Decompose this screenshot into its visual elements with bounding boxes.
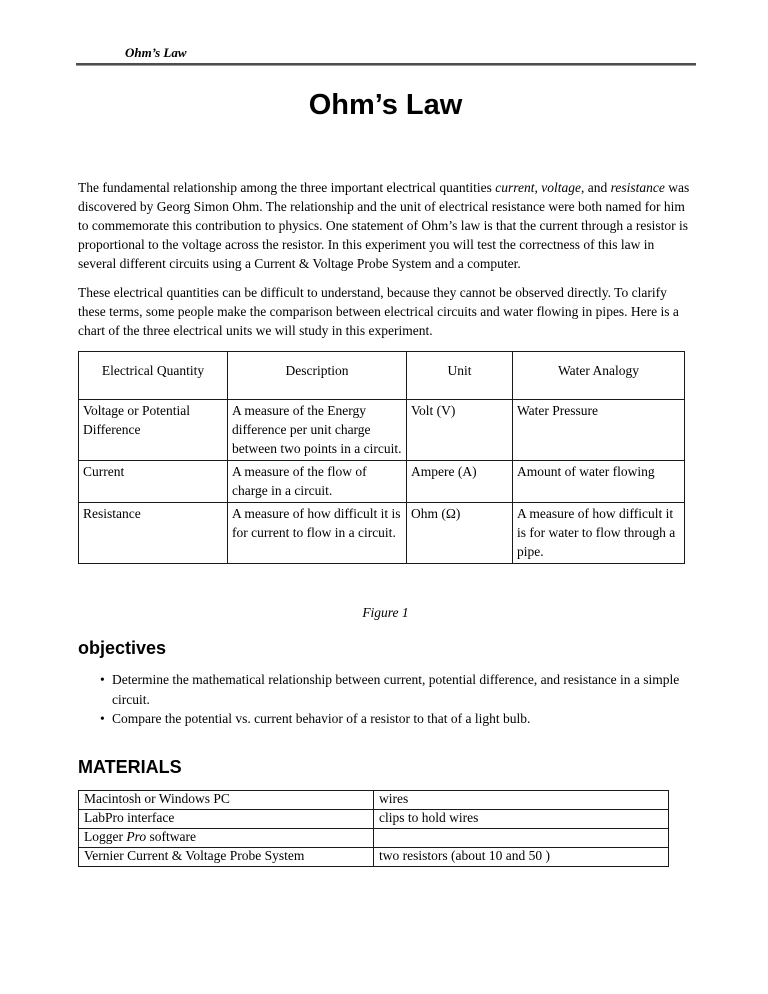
bullet-icon: • bbox=[100, 672, 105, 687]
objective-text: Determine the mathematical relationship between current, potential difference, and resistance in a simple circuit. bbox=[112, 672, 680, 707]
column-header-description: Description bbox=[228, 352, 407, 400]
materials-heading: MATERIALS bbox=[78, 756, 182, 777]
list-item bbox=[100, 709, 693, 729]
materials-row bbox=[79, 790, 669, 809]
material-item: clips to hold wires bbox=[374, 809, 669, 828]
cell-unit: Ohm (Ω) bbox=[407, 503, 513, 564]
cell-description: A measure of the flow of charge in a circuit. bbox=[228, 461, 407, 503]
materials-row bbox=[79, 809, 669, 828]
material-item: LabPro interface bbox=[79, 809, 374, 828]
objective-text: Compare the potential vs. current behavior of a resistor to that of a light bulb. bbox=[112, 711, 531, 726]
list-item bbox=[100, 670, 693, 709]
intro-paragraph-1: The fundamental relationship among the three important electrical quantities current, voltage, and resistance was discovered by Georg Simon Ohm. The relationship and the unit of electrical resistance were both named for him to commemorate this contribution to physics. One statement of Ohm’s law is that the current through a resistor is proportional to the voltage across the resistor. In this experiment you will test the correctness of this law in several different circuits using a Current & Voltage Probe System and a computer. bbox=[78, 180, 690, 271]
materials-row bbox=[79, 847, 669, 866]
cell-description: A measure of the Energy difference per unit charge between two points in a circuit. bbox=[228, 400, 407, 461]
table-row-voltage bbox=[79, 400, 685, 461]
cell-unit: Volt (V) bbox=[407, 400, 513, 461]
material-item: Logger Pro software bbox=[79, 828, 374, 847]
table-row-current bbox=[79, 461, 685, 503]
electrical-units-table bbox=[78, 351, 685, 564]
material-item: Macintosh or Windows PC bbox=[79, 790, 374, 809]
running-header bbox=[125, 46, 693, 60]
figure-caption: Figure 1 bbox=[362, 605, 409, 620]
cell-description: A measure of how difficult it is for current to flow in a circuit. bbox=[228, 503, 407, 564]
document-page bbox=[78, 0, 693, 867]
cell-unit: Ampere (A) bbox=[407, 461, 513, 503]
cell-analogy: Amount of water flowing bbox=[513, 461, 685, 503]
materials-row bbox=[79, 828, 669, 847]
cell-analogy: Water Pressure bbox=[513, 400, 685, 461]
cell-quantity: Current bbox=[79, 461, 228, 503]
materials-table bbox=[78, 790, 669, 867]
header-rule bbox=[76, 63, 696, 66]
column-header-electrical-quantity: Electrical Quantity bbox=[79, 352, 228, 400]
table-row-resistance bbox=[79, 503, 685, 564]
material-item: two resistors (about 10 and 50 ) bbox=[374, 847, 669, 866]
cell-quantity: Resistance bbox=[79, 503, 228, 564]
objectives-list bbox=[78, 670, 693, 729]
intro-paragraph-2: These electrical quantities can be difficult to understand, because they cannot be observed directly. To clarify these terms, some people make the comparison between electrical circuits and water flowing in pipes. Here is a chart of the three electrical units we will study in this experiment. bbox=[78, 285, 679, 338]
column-header-unit: Unit bbox=[407, 352, 513, 400]
running-header-title: Ohm’s Law bbox=[125, 45, 187, 60]
cell-analogy: A measure of how difficult it is for water to flow through a pipe. bbox=[513, 503, 685, 564]
bullet-icon: • bbox=[100, 711, 105, 726]
objectives-heading: objectives bbox=[78, 638, 167, 658]
cell-quantity: Voltage or Potential Difference bbox=[79, 400, 228, 461]
column-header-water-analogy: Water Analogy bbox=[513, 352, 685, 400]
page-title: Ohm’s Law bbox=[308, 89, 463, 121]
material-item bbox=[374, 828, 669, 847]
units-table-header-row bbox=[79, 352, 685, 400]
material-item: Vernier Current & Voltage Probe System bbox=[79, 847, 374, 866]
material-item: wires bbox=[374, 790, 669, 809]
